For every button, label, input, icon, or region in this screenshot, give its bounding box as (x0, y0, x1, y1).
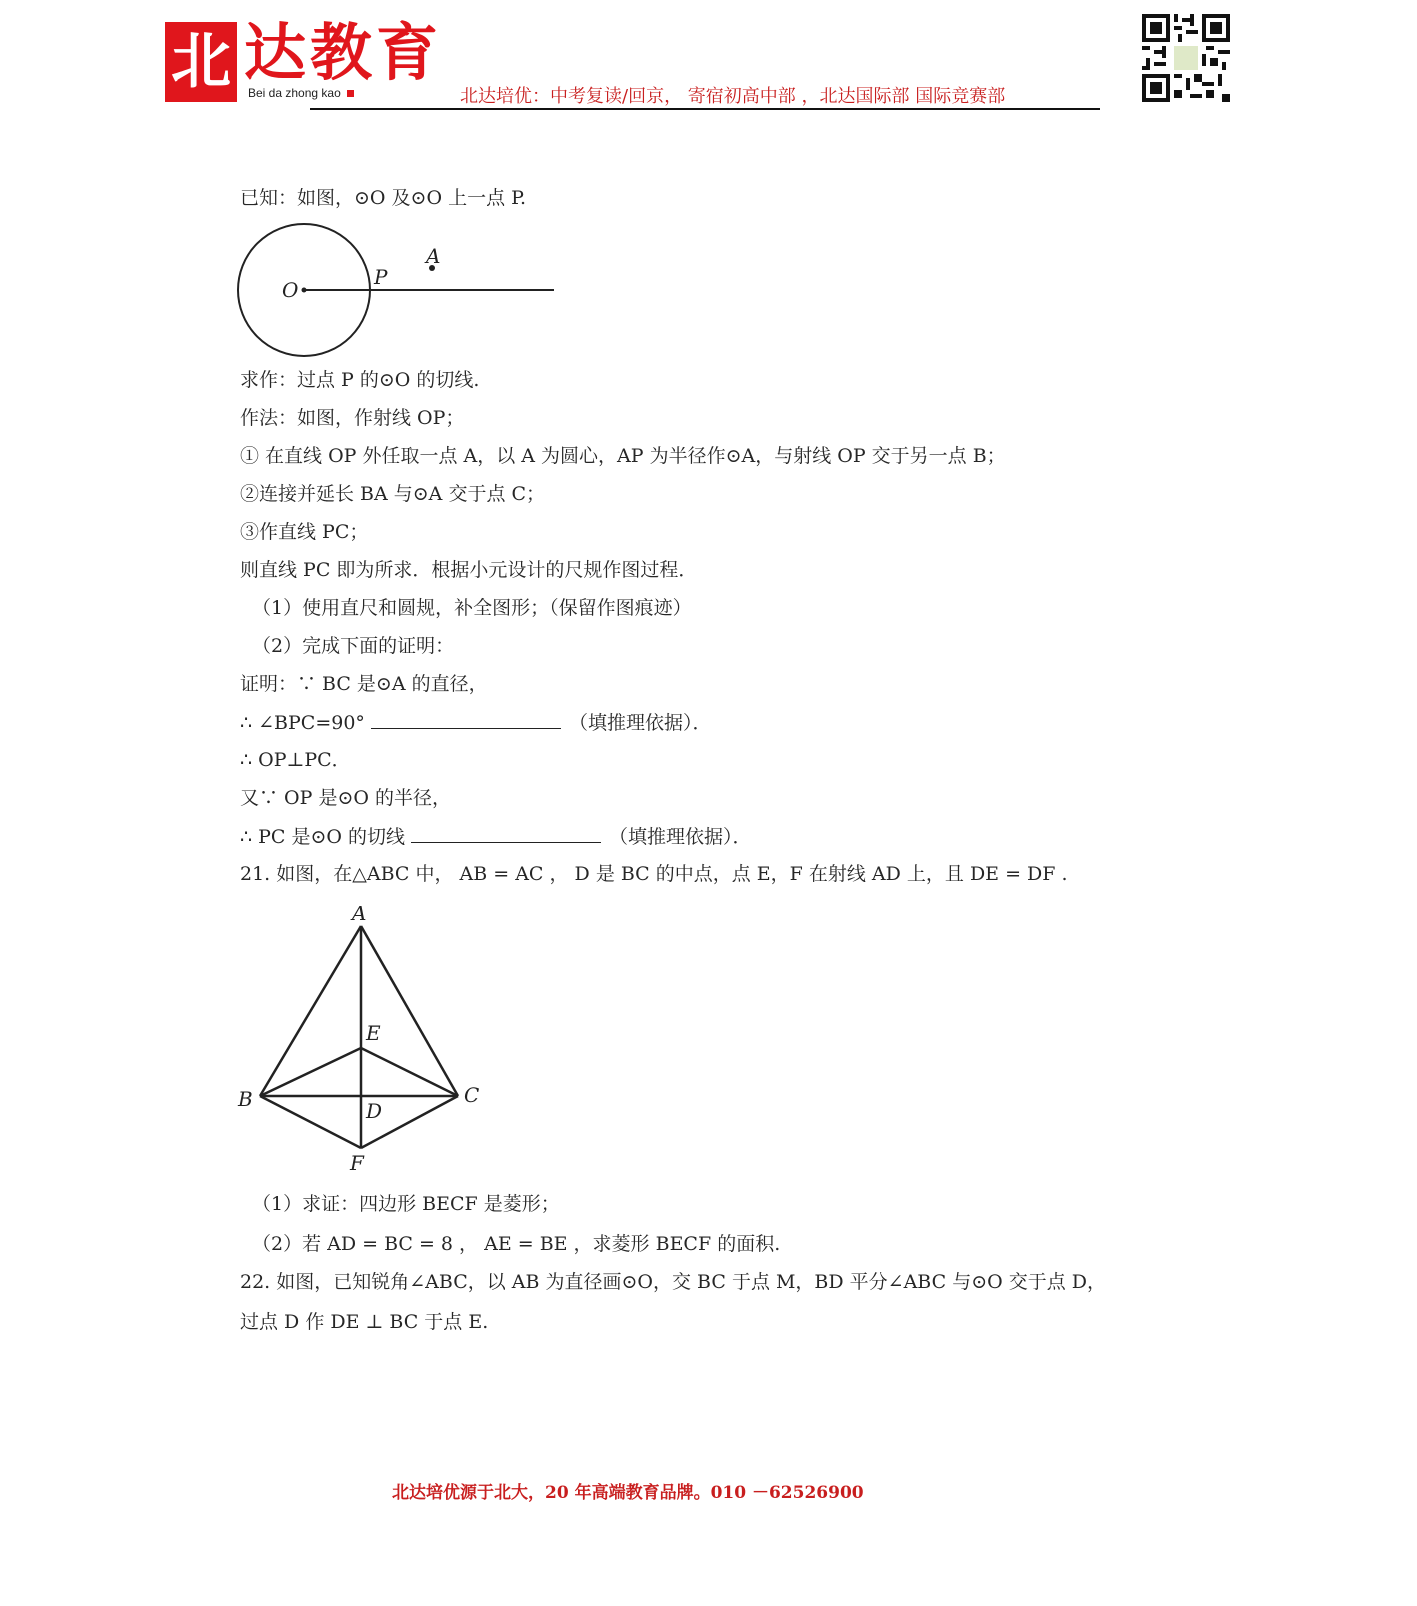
label-p: P (374, 265, 388, 289)
logo-mark: 北 (165, 22, 237, 102)
label-c: C (464, 1083, 480, 1107)
label-e: E (366, 1021, 381, 1045)
problem-22-line-2: 过点 D 作 DE ⊥ BC 于点 E. (240, 1311, 489, 1333)
proof-line-3: ∴ OP⊥PC． (240, 749, 351, 771)
point-o (302, 288, 307, 293)
label-a: A (426, 244, 441, 268)
step-1: ① 在直线 OP 外任取一点 A，以 A 为圆心，AP 为半径作⊙A，与射线 OP 交于另一点 B； (240, 445, 1006, 467)
answer-blank-2[interactable] (411, 824, 601, 843)
logo-subtitle: Bei da zhong kao (248, 86, 354, 100)
conclusion-text: 则直线 PC 即为所求．根据小元设计的尺规作图过程． (240, 559, 698, 581)
label-a2: A (352, 906, 367, 925)
qr-code-icon (1142, 14, 1230, 102)
problem-21-q2: （2）若 AD = BC = 8 ， AE = BE ，求菱形 BECF 的面积. (252, 1233, 781, 1255)
question-2: （2）完成下面的证明： (252, 635, 455, 657)
label-d: D (366, 1099, 383, 1123)
logo-text: 达教育 (244, 16, 443, 89)
proof-line-1: 证明：∵ BC 是⊙A 的直径， (240, 673, 488, 695)
figure-circle-tangent (236, 222, 556, 362)
header-rule (310, 108, 1100, 110)
header-slogan: 北达培优：中考复读/回京， 寄宿初高中部 ，北达国际部 国际竞赛部 (460, 86, 1006, 107)
proof-line-5: ∴ PC 是⊙O 的切线 （填推理依据）． (240, 826, 752, 848)
task-text: 求作：过点 P 的⊙O 的切线. (240, 369, 480, 391)
problem-22-line-1: 22. 如图，已知锐角∠ABC，以 AB 为直径画⊙O，交 BC 于点 M，BD 平分∠ABC 与⊙O 交于点 D， (240, 1271, 1107, 1293)
proof-line-2: ∴ ∠BPC=90° （填推理依据）． (240, 712, 712, 734)
label-b: B (238, 1087, 253, 1111)
answer-blank-1[interactable] (371, 710, 561, 729)
step-3: ③作直线 PC； (240, 521, 369, 543)
question-1: （1）使用直尺和圆规，补全图形；（保留作图痕迹） (252, 597, 692, 619)
problem-21-q1: （1）求证：四边形 BECF 是菱形； (252, 1193, 560, 1215)
logo-dot (347, 90, 354, 97)
label-f: F (350, 1151, 364, 1175)
footer-text: 北达培优源于北大，20 年高端教育品牌。010 －62526900 (392, 1483, 864, 1503)
figure-rhombus (236, 906, 486, 1196)
step-2: ②连接并延长 BA 与⊙A 交于点 C； (240, 483, 546, 505)
proof-line-4: 又∵ OP 是⊙O 的半径， (240, 787, 451, 809)
label-o: O (282, 278, 299, 302)
method-text: 作法：如图，作射线 OP； (240, 407, 465, 429)
problem-21: 21. 如图，在△ABC 中， AB = AC ， D 是 BC 的中点，点 E，F 在射线 AD 上，且 DE = DF . (240, 863, 1068, 885)
intro-text: 已知：如图，⊙O 及⊙O 上一点 P. (240, 187, 527, 209)
